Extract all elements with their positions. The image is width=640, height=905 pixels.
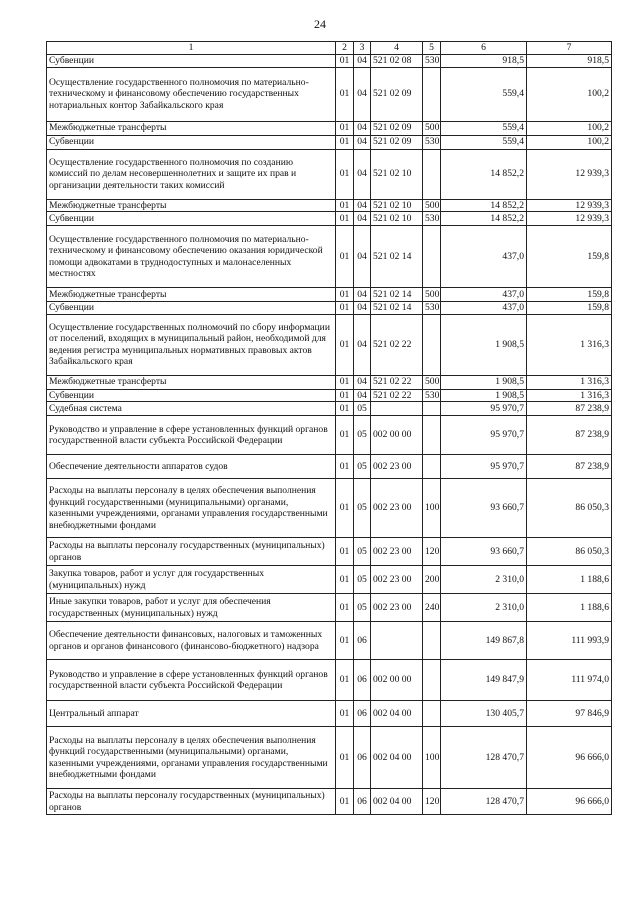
table-row <box>47 538 612 566</box>
row-section: 01 <box>336 67 354 121</box>
table-row <box>47 479 612 538</box>
row-target-article: 521 02 10 <box>371 212 423 226</box>
row-expense-type: 120 <box>423 538 441 566</box>
row-expense-type <box>423 660 441 701</box>
row-subsection: 04 <box>354 314 371 375</box>
row-expense-type <box>423 67 441 121</box>
row-section: 01 <box>336 149 354 199</box>
col-header-amount-plan: 6 <box>441 42 527 55</box>
row-section: 01 <box>336 594 354 622</box>
row-amount-actual: 100,2 <box>527 67 612 121</box>
table-row <box>47 727 612 789</box>
row-name: Осуществление государственного полномочия по материально-техническому и финансовому обеспечению оказания юридической помощи адвокатами в труднодоступных и малонаселенных местностях <box>47 226 336 288</box>
row-amount-plan: 1 908,5 <box>441 389 527 402</box>
table-row <box>47 789 612 815</box>
row-target-article: 521 02 09 <box>371 121 423 135</box>
row-expense-type <box>423 701 441 727</box>
row-amount-actual: 12 939,3 <box>527 149 612 199</box>
row-target-article: 521 02 22 <box>371 389 423 402</box>
row-target-article: 002 00 00 <box>371 660 423 701</box>
row-name: Расходы на выплаты персоналу государственных (муниципальных) органов <box>47 538 336 566</box>
row-amount-actual: 100,2 <box>527 121 612 135</box>
table-row <box>47 302 612 315</box>
row-name: Центральный аппарат <box>47 701 336 727</box>
row-name: Субвенции <box>47 55 336 68</box>
row-amount-plan: 95 970,7 <box>441 416 527 455</box>
row-amount-actual: 96 666,0 <box>527 789 612 815</box>
row-name: Межбюджетные трансферты <box>47 288 336 302</box>
row-amount-plan: 559,4 <box>441 67 527 121</box>
row-name: Обеспечение деятельности аппаратов судов <box>47 455 336 479</box>
row-section: 01 <box>336 375 354 389</box>
table-row <box>47 660 612 701</box>
table-row <box>47 212 612 226</box>
row-expense-type <box>423 226 441 288</box>
row-amount-plan: 130 405,7 <box>441 701 527 727</box>
row-amount-plan: 149 867,8 <box>441 622 527 660</box>
row-amount-plan: 1 908,5 <box>441 375 527 389</box>
row-amount-plan: 918,5 <box>441 55 527 68</box>
row-subsection: 06 <box>354 727 371 789</box>
table-row <box>47 389 612 402</box>
row-subsection: 05 <box>354 594 371 622</box>
row-amount-plan: 14 852,2 <box>441 199 527 212</box>
row-section: 01 <box>336 199 354 212</box>
row-section: 01 <box>336 789 354 815</box>
row-amount-actual: 86 050,3 <box>527 479 612 538</box>
row-amount-actual: 87 238,9 <box>527 402 612 416</box>
row-target-article: 521 02 14 <box>371 226 423 288</box>
row-section: 01 <box>336 135 354 149</box>
row-target-article: 521 02 10 <box>371 199 423 212</box>
row-expense-type <box>423 402 441 416</box>
row-amount-plan: 14 852,2 <box>441 212 527 226</box>
row-amount-actual: 100,2 <box>527 135 612 149</box>
row-subsection: 04 <box>354 149 371 199</box>
row-section: 01 <box>336 416 354 455</box>
col-header-name: 1 <box>47 42 336 55</box>
table-row <box>47 402 612 416</box>
row-expense-type: 530 <box>423 212 441 226</box>
row-amount-plan: 437,0 <box>441 226 527 288</box>
row-amount-actual: 111 993,9 <box>527 622 612 660</box>
row-section: 01 <box>336 402 354 416</box>
row-name: Осуществление государственных полномочий по сбору информации от поселений, входящих в муниципальный район, необходимой для ведения регистра муниципальных нормативных правовых актов Забайкальского края <box>47 314 336 375</box>
row-section: 01 <box>336 727 354 789</box>
row-expense-type <box>423 622 441 660</box>
row-target-article: 521 02 10 <box>371 149 423 199</box>
table-row <box>47 566 612 594</box>
row-section: 01 <box>336 55 354 68</box>
row-section: 01 <box>336 455 354 479</box>
row-subsection: 04 <box>354 226 371 288</box>
row-expense-type: 530 <box>423 389 441 402</box>
row-expense-type: 100 <box>423 727 441 789</box>
row-name: Иные закупки товаров, работ и услуг для обеспечения государственных (муниципальных) нужд <box>47 594 336 622</box>
row-subsection: 04 <box>354 375 371 389</box>
row-subsection: 05 <box>354 566 371 594</box>
row-subsection: 05 <box>354 455 371 479</box>
row-amount-actual: 159,8 <box>527 226 612 288</box>
row-amount-plan: 559,4 <box>441 121 527 135</box>
row-amount-actual: 12 939,3 <box>527 212 612 226</box>
row-name: Расходы на выплаты персоналу государственных (муниципальных) органов <box>47 789 336 815</box>
row-name: Межбюджетные трансферты <box>47 375 336 389</box>
row-section: 01 <box>336 226 354 288</box>
row-subsection: 04 <box>354 302 371 315</box>
row-amount-plan: 437,0 <box>441 288 527 302</box>
row-section: 01 <box>336 389 354 402</box>
row-amount-plan: 128 470,7 <box>441 789 527 815</box>
row-name: Судебная система <box>47 402 336 416</box>
row-expense-type: 530 <box>423 55 441 68</box>
row-name: Субвенции <box>47 302 336 315</box>
row-target-article: 521 02 09 <box>371 67 423 121</box>
row-subsection: 05 <box>354 479 371 538</box>
table-row <box>47 288 612 302</box>
row-amount-plan: 95 970,7 <box>441 402 527 416</box>
header-row <box>47 42 612 55</box>
row-expense-type: 120 <box>423 789 441 815</box>
row-amount-actual: 159,8 <box>527 288 612 302</box>
row-expense-type: 530 <box>423 135 441 149</box>
row-name: Обеспечение деятельности финансовых, налоговых и таможенных органов и органов финансового (финансово-бюджетного) надзора <box>47 622 336 660</box>
row-amount-actual: 12 939,3 <box>527 199 612 212</box>
row-subsection: 04 <box>354 199 371 212</box>
row-name: Субвенции <box>47 389 336 402</box>
row-target-article: 002 23 00 <box>371 538 423 566</box>
table-row <box>47 226 612 288</box>
row-subsection: 04 <box>354 67 371 121</box>
row-amount-actual: 86 050,3 <box>527 538 612 566</box>
table-row <box>47 416 612 455</box>
row-expense-type: 100 <box>423 479 441 538</box>
table-row <box>47 314 612 375</box>
row-target-article: 002 23 00 <box>371 594 423 622</box>
row-name: Осуществление государственного полномочия по созданию комиссий по делам несовершеннолетних и защите их прав и организации деятельности таких комиссий <box>47 149 336 199</box>
budget-table <box>46 41 612 815</box>
row-expense-type: 500 <box>423 121 441 135</box>
row-section: 01 <box>336 212 354 226</box>
row-target-article: 002 04 00 <box>371 789 423 815</box>
row-subsection: 04 <box>354 55 371 68</box>
row-section: 01 <box>336 314 354 375</box>
row-amount-actual: 111 974,0 <box>527 660 612 701</box>
row-subsection: 04 <box>354 121 371 135</box>
row-subsection: 06 <box>354 789 371 815</box>
row-amount-actual: 87 238,9 <box>527 416 612 455</box>
row-subsection: 05 <box>354 416 371 455</box>
row-amount-actual: 87 238,9 <box>527 455 612 479</box>
row-name: Закупка товаров, работ и услуг для государственных (муниципальных) нужд <box>47 566 336 594</box>
row-subsection: 05 <box>354 402 371 416</box>
row-target-article: 521 02 14 <box>371 302 423 315</box>
table-row <box>47 455 612 479</box>
row-expense-type <box>423 314 441 375</box>
row-amount-plan: 149 847,9 <box>441 660 527 701</box>
row-target-article: 521 02 22 <box>371 375 423 389</box>
row-section: 01 <box>336 479 354 538</box>
row-amount-actual: 918,5 <box>527 55 612 68</box>
row-target-article: 002 04 00 <box>371 701 423 727</box>
row-section: 01 <box>336 622 354 660</box>
page-number: 24 <box>314 17 326 31</box>
row-expense-type <box>423 455 441 479</box>
row-target-article: 521 02 09 <box>371 135 423 149</box>
row-section: 01 <box>336 302 354 315</box>
row-target-article <box>371 622 423 660</box>
row-subsection: 06 <box>354 622 371 660</box>
row-section: 01 <box>336 121 354 135</box>
row-target-article: 002 23 00 <box>371 479 423 538</box>
row-subsection: 04 <box>354 135 371 149</box>
col-header-expense-type: 5 <box>423 42 441 55</box>
row-name: Межбюджетные трансферты <box>47 199 336 212</box>
row-amount-actual: 1 316,3 <box>527 375 612 389</box>
row-section: 01 <box>336 538 354 566</box>
row-amount-plan: 128 470,7 <box>441 727 527 789</box>
row-section: 01 <box>336 288 354 302</box>
table-row <box>47 149 612 199</box>
row-name: Расходы на выплаты персоналу в целях обеспечения выполнения функций государственными (муниципальными) органами, казенными учреждениями, органами управления государственными внебюджетными фондами <box>47 479 336 538</box>
row-target-article: 521 02 22 <box>371 314 423 375</box>
row-target-article: 002 23 00 <box>371 566 423 594</box>
row-amount-actual: 1 188,6 <box>527 566 612 594</box>
row-name: Осуществление государственного полномочия по материально-техническому и финансовому обеспечению государственных нотариальных контор Забайкальского края <box>47 67 336 121</box>
table-row <box>47 121 612 135</box>
row-expense-type: 500 <box>423 375 441 389</box>
row-amount-actual: 1 316,3 <box>527 389 612 402</box>
row-section: 01 <box>336 566 354 594</box>
row-amount-plan: 93 660,7 <box>441 479 527 538</box>
table-row <box>47 55 612 68</box>
row-target-article: 521 02 08 <box>371 55 423 68</box>
row-section: 01 <box>336 660 354 701</box>
row-amount-actual: 97 846,9 <box>527 701 612 727</box>
table-row <box>47 67 612 121</box>
row-name: Расходы на выплаты персоналу в целях обеспечения выполнения функций государственными (муниципальными) органами, казенными учреждениями, органами управления государственными внебюджетными фондами <box>47 727 336 789</box>
col-header-section: 2 <box>336 42 354 55</box>
table-row <box>47 375 612 389</box>
table-row <box>47 199 612 212</box>
row-expense-type: 530 <box>423 302 441 315</box>
col-header-subsection: 3 <box>354 42 371 55</box>
row-expense-type: 500 <box>423 288 441 302</box>
row-name: Субвенции <box>47 135 336 149</box>
row-expense-type: 200 <box>423 566 441 594</box>
col-header-target-article: 4 <box>371 42 423 55</box>
table-row <box>47 701 612 727</box>
row-subsection: 05 <box>354 538 371 566</box>
table-row <box>47 594 612 622</box>
row-amount-plan: 437,0 <box>441 302 527 315</box>
row-expense-type <box>423 149 441 199</box>
row-amount-plan: 2 310,0 <box>441 594 527 622</box>
row-amount-plan: 1 908,5 <box>441 314 527 375</box>
row-expense-type <box>423 416 441 455</box>
row-subsection: 04 <box>354 389 371 402</box>
row-section: 01 <box>336 701 354 727</box>
table-row <box>47 622 612 660</box>
row-subsection: 06 <box>354 660 371 701</box>
row-expense-type: 500 <box>423 199 441 212</box>
row-name: Руководство и управление в сфере установленных функций органов государственной власти субъекта Российской Федерации <box>47 660 336 701</box>
row-expense-type: 240 <box>423 594 441 622</box>
row-amount-actual: 159,8 <box>527 302 612 315</box>
row-amount-plan: 14 852,2 <box>441 149 527 199</box>
row-name: Субвенции <box>47 212 336 226</box>
row-target-article: 002 00 00 <box>371 416 423 455</box>
row-subsection: 04 <box>354 212 371 226</box>
row-name: Межбюджетные трансферты <box>47 121 336 135</box>
row-target-article: 002 04 00 <box>371 727 423 789</box>
row-amount-plan: 559,4 <box>441 135 527 149</box>
col-header-amount-actual: 7 <box>527 42 612 55</box>
row-amount-actual: 96 666,0 <box>527 727 612 789</box>
table-row <box>47 135 612 149</box>
row-amount-plan: 2 310,0 <box>441 566 527 594</box>
row-target-article: 002 23 00 <box>371 455 423 479</box>
row-target-article: 521 02 14 <box>371 288 423 302</box>
row-amount-plan: 95 970,7 <box>441 455 527 479</box>
row-subsection: 04 <box>354 288 371 302</box>
row-amount-plan: 93 660,7 <box>441 538 527 566</box>
row-amount-actual: 1 188,6 <box>527 594 612 622</box>
row-target-article <box>371 402 423 416</box>
row-name: Руководство и управление в сфере установленных функций органов государственной власти субъекта Российской Федерации <box>47 416 336 455</box>
row-amount-actual: 1 316,3 <box>527 314 612 375</box>
row-subsection: 06 <box>354 701 371 727</box>
